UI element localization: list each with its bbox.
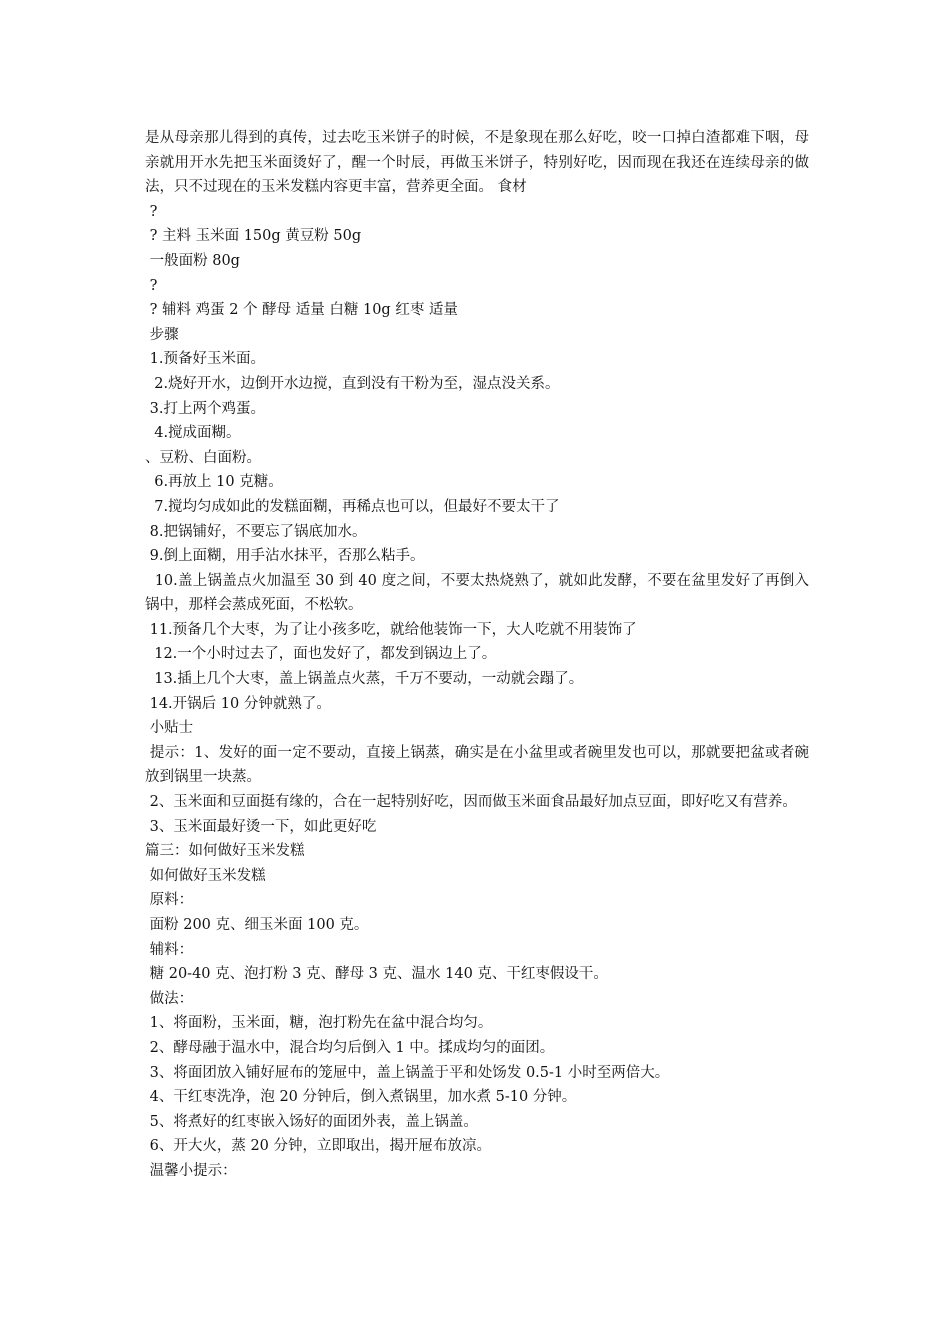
warm-tips-heading: 温馨小提示： xyxy=(145,1162,237,1179)
auxiliary-list: 糖 20-40 克、泡打粉 3 克、酵母 3 克、温水 140 克、干红枣假设干。 xyxy=(145,966,608,983)
ingredients-flour: 一般面粉 80g xyxy=(145,252,240,269)
ingredients-main: ? 主料 玉米面 150g 黄豆粉 50g xyxy=(145,228,362,245)
method-step-3: 3、将面团放入铺好屉布的笼屉中，盖上锅盖于平和处饧发 0.5-1 小时至两倍大。 xyxy=(145,1064,670,1081)
method-step-2: 2、酵母融于温水中，混合均匀后倒入 1 中。揉成均匀的面团。 xyxy=(145,1039,555,1056)
step-11: 11.预备几个大枣，为了让小孩多吃，就给他装饰一下，大人吃就不用装饰了 xyxy=(145,621,637,638)
step-3: 3.打上两个鸡蛋。 xyxy=(145,400,265,417)
document-body xyxy=(145,126,809,1184)
step-4: 4.搅成面糊。 xyxy=(145,425,241,442)
tips-heading: 小贴士 xyxy=(145,720,194,737)
method-step-1: 1、将面粉，玉米面，糖，泡打粉先在盆中混合均匀。 xyxy=(145,1015,493,1032)
step-7: 7.搅均匀成如此的发糕面糊，再稀点也可以，但最好不要太干了 xyxy=(145,498,560,515)
step-1: 1.预备好玉米面。 xyxy=(145,351,265,368)
method-step-4: 4、干红枣洗净，泡 20 分钟后，倒入煮锅里，加水煮 5-10 分钟。 xyxy=(145,1089,577,1106)
step-10: 10.盖上锅盖点火加温至 30 到 40 度之间，不要太热烧熟了，就如此发酵，不要在盆里发好了再倒入锅中，那样会蒸成死面，不松软。 xyxy=(145,572,809,614)
ingredients-aux: ? 辅料 鸡蛋 2 个 酵母 适量 白糖 10g 红枣 适量 xyxy=(145,302,458,319)
method-step-5: 5、将煮好的红枣嵌入饧好的面团外表，盖上锅盖。 xyxy=(145,1113,478,1130)
paragraph-line: ? xyxy=(145,277,158,294)
method-step-6: 6、开大火，蒸 20 分钟，立即取出，揭开屉布放凉。 xyxy=(145,1138,492,1155)
step-14: 14.开锅后 10 分钟就熟了。 xyxy=(145,695,331,712)
paragraph-line: ? xyxy=(145,203,158,220)
paragraph-intro: 是从母亲那儿得到的真传，过去吃玉米饼子的时候，不是象现在那么好吃，咬一口掉白渣都难下咽，母亲就用开水先把玉米面烫好了，醒一个时辰，再做玉米饼子，特别好吃，因而现在我还在连续母亲的做法，只不过现在的玉米发糕内容更丰富，营养更全面。 食材 xyxy=(145,130,809,196)
method-heading: 做法： xyxy=(145,990,194,1007)
step-2: 2.烧好开水，边倒开水边搅，直到没有干粉为至，湿点没关系。 xyxy=(145,375,560,392)
step-13: 13.插上几个大枣，盖上锅盖点火蒸，千万不要动，一动就会蹋了。 xyxy=(145,671,584,688)
step-5-fragment: 、豆粉、白面粉。 xyxy=(145,449,261,466)
materials-list: 面粉 200 克、细玉米面 100 克。 xyxy=(145,917,369,933)
tip-3: 3、玉米面最好烫一下，如此更好吃 xyxy=(145,818,377,835)
steps-heading: 步骤 xyxy=(145,326,179,343)
materials-heading: 原料： xyxy=(145,892,194,909)
tip-1: 提示：1、发好的面一定不要动，直接上锅蒸，确实是在小盆里或者碗里发也可以，那就要把盆或者碗放到锅里一块蒸。 xyxy=(145,744,809,786)
auxiliary-heading: 辅料： xyxy=(145,941,194,958)
step-8: 8.把锅铺好，不要忘了锅底加水。 xyxy=(145,523,367,540)
step-9: 9.倒上面糊，用手沾水抹平，否那么粘手。 xyxy=(145,548,425,565)
step-6: 6.再放上 10 克糖。 xyxy=(145,474,283,491)
recipe-title: 如何做好玉米发糕 xyxy=(145,867,266,884)
step-12: 12.一个小时过去了，面也发好了，都发到锅边上了。 xyxy=(145,646,497,663)
tip-2: 2、玉米面和豆面挺有缘的，合在一起特别好吃，因而做玉米面食品最好加点豆面，即好吃又有营养。 xyxy=(145,794,797,811)
section-title: 篇三：如何做好玉米发糕 xyxy=(145,843,305,860)
